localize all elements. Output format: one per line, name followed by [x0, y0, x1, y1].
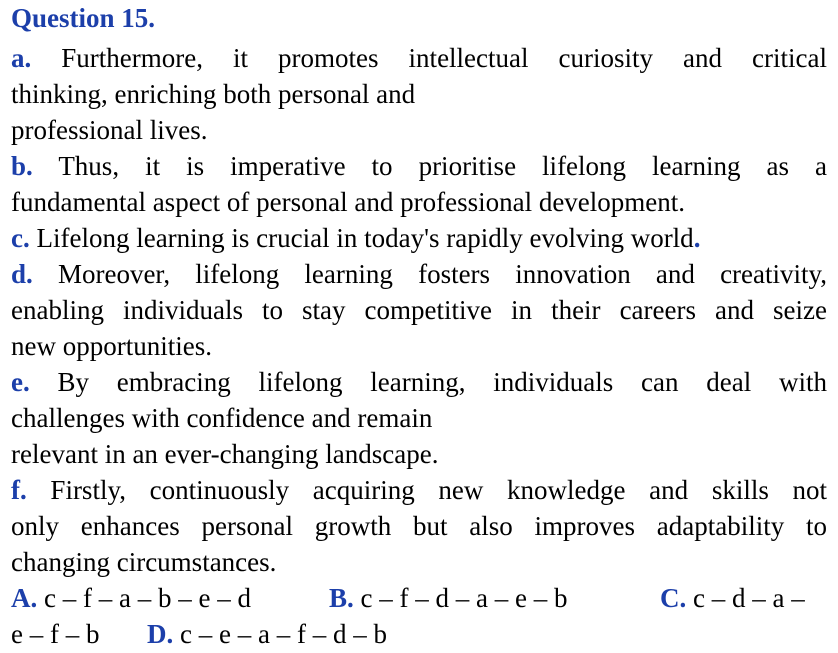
option-f [11, 472, 827, 580]
option-c-trailing-dot: . [693, 223, 701, 253]
question-title: Question 15. [11, 3, 156, 33]
option-c-line-1: c. Lifelong learning is crucial in today's rapidly evolving world. [11, 223, 701, 253]
answer-a-text: c – f – a – b – e – d [44, 583, 251, 613]
option-a-line-1: a. Furthermore, it promotes intellectual curiosity and critical [11, 43, 828, 73]
answer-a-letter: A. [11, 583, 38, 613]
option-a-line-3: professional lives. [11, 115, 208, 145]
option-d-line-3: new opportunities. [11, 331, 212, 361]
answer-d-text: c – e – a – f – d – b [180, 619, 387, 649]
option-d-line-1: d. Moreover, lifelong learning fosters innovation and creativity, [11, 259, 828, 289]
option-f-line-3: changing circumstances. [11, 547, 277, 577]
answer-choice-b[interactable] [329, 580, 567, 616]
answer-b-text: c – f – d – a – e – b [360, 583, 568, 613]
answer-choice-c[interactable] [660, 580, 805, 616]
answer-b-letter: B. [329, 583, 354, 613]
answer-c-text-continued: e – f – b [11, 619, 100, 649]
option-b [11, 148, 827, 220]
option-e-line-2: challenges with confidence and remain [11, 403, 433, 433]
option-d [11, 256, 827, 364]
option-f-letter: f. [11, 475, 27, 505]
option-d-letter: d. [11, 259, 33, 289]
option-f-line-2: only enhances personal growth but also improves adaptability to [11, 511, 827, 541]
answer-c-letter: C. [660, 583, 687, 613]
option-c-letter: c. [11, 223, 30, 253]
option-e-letter: e. [11, 367, 30, 397]
option-f-line-1: f. Firstly, continuously acquiring new knowledge and skills not [11, 475, 827, 505]
option-e [11, 364, 827, 472]
option-a-letter: a. [11, 43, 32, 73]
option-b-line-1: b. Thus, it is imperative to prioritise lifelong learning as a [11, 151, 828, 181]
option-a-line-2: thinking, enriching both personal and [11, 79, 416, 109]
option-e-line-3: relevant in an ever-changing landscape. [11, 439, 439, 469]
option-c [11, 220, 827, 256]
option-b-letter: b. [11, 151, 33, 181]
answer-choice-d[interactable] [147, 616, 387, 652]
option-e-line-1: e. By embracing lifelong learning, individuals can deal with [11, 367, 827, 397]
answer-d-letter: D. [147, 619, 174, 649]
option-a [11, 40, 827, 148]
answer-choices [11, 580, 827, 652]
answer-choice-a[interactable] [11, 580, 251, 616]
option-b-line-2: fundamental aspect of personal and professional development. [11, 187, 686, 217]
answer-c-text: c – d – a – [693, 583, 805, 613]
answer-choice-c-continued[interactable] [11, 616, 99, 652]
option-d-line-2: enabling individuals to stay competitive in their careers and seize [11, 295, 827, 325]
